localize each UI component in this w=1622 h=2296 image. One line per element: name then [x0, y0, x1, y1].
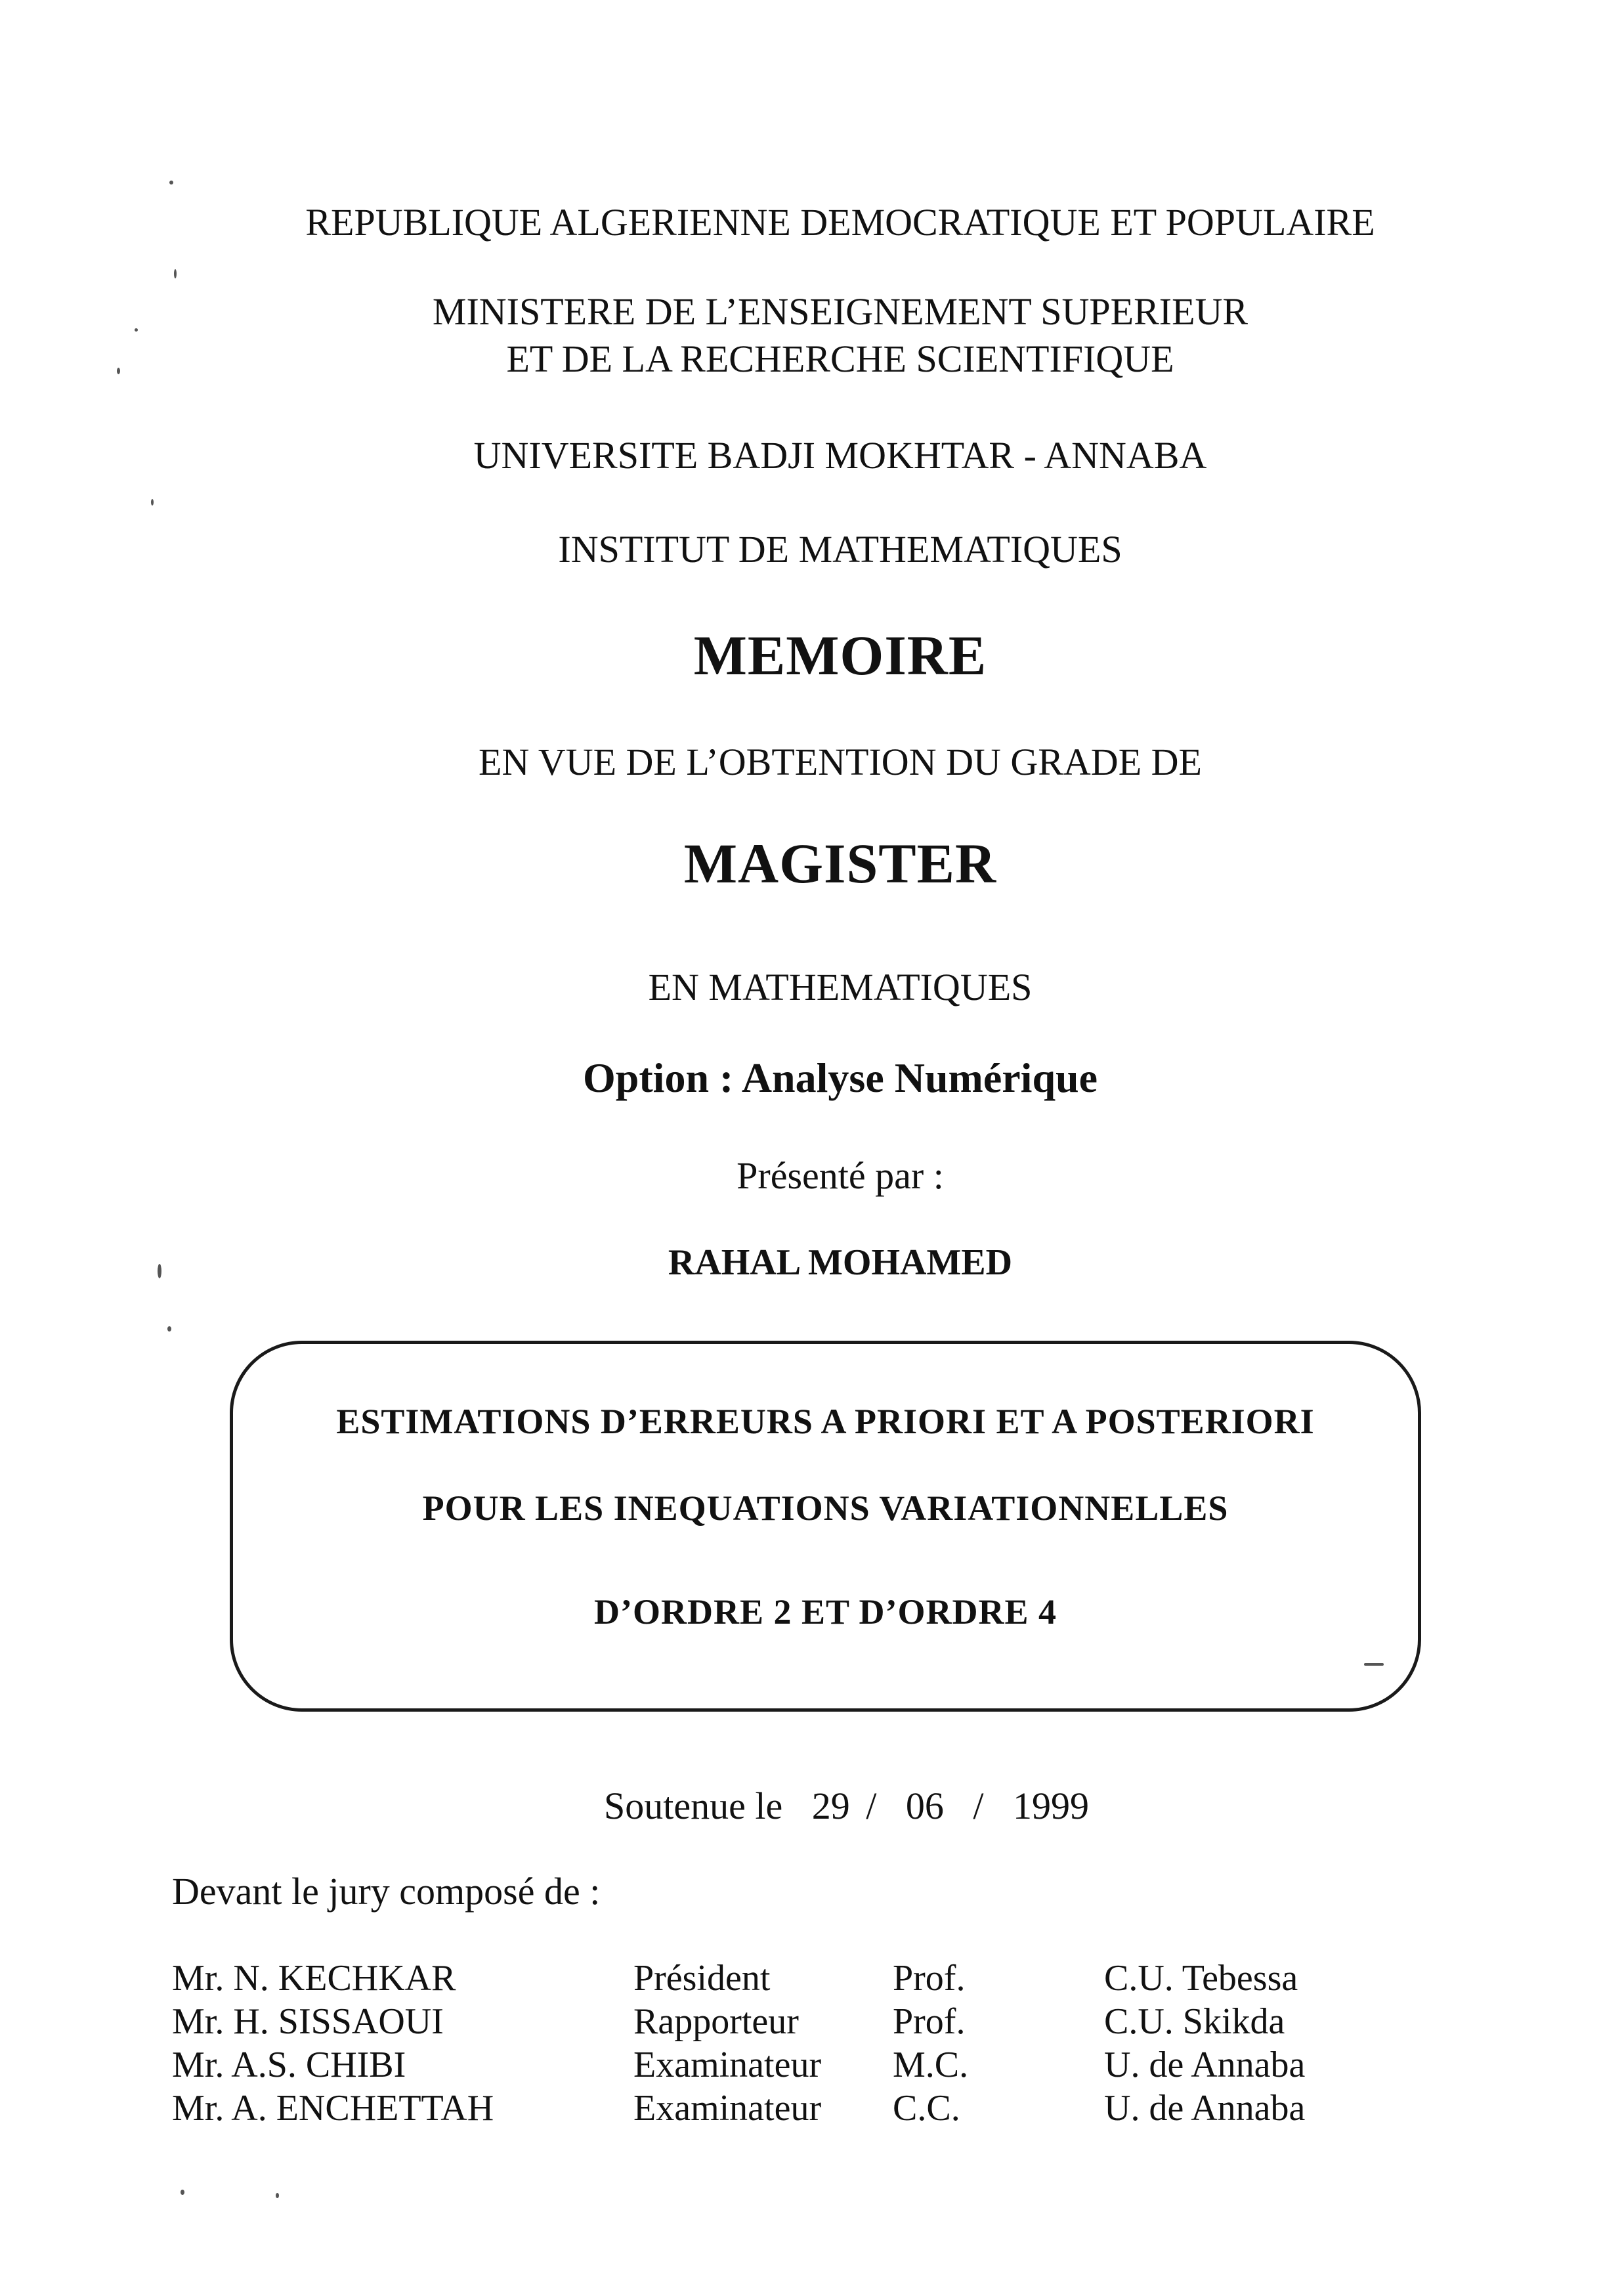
- date-separator: /: [866, 1785, 877, 1827]
- scan-speck: [158, 1264, 161, 1278]
- document-type: MEMOIRE: [693, 624, 987, 687]
- scan-speck: [135, 328, 138, 332]
- scan-speck: [181, 2190, 184, 2195]
- thesis-title-line-3: D’ORDRE 2 ET D’ORDRE 4: [593, 1592, 1057, 1632]
- jury-member-institution: U. de Annaba: [1104, 2088, 1306, 2129]
- ministry-line-1: MINISTERE DE L’ENSEIGNEMENT SUPERIEUR: [432, 290, 1249, 333]
- degree-purpose: EN VUE DE L’OBTENTION DU GRADE DE: [479, 741, 1202, 783]
- scan-speck: [151, 499, 154, 506]
- scan-speck: [174, 269, 177, 278]
- jury-member-name: Mr. H. SISSAOUI: [172, 2001, 444, 2042]
- jury-member-role: Rapporteur: [633, 2001, 799, 2042]
- thesis-title-line-1: ESTIMATIONS D’ERREURS A PRIORI ET A POSTERIORI: [336, 1402, 1315, 1441]
- jury-member-role: Examinateur: [633, 2045, 822, 2085]
- presented-by-label: Présenté par :: [736, 1154, 944, 1197]
- jury-row: [172, 2003, 1485, 2047]
- defense-date: [604, 1787, 1089, 1825]
- jury-member-name: Mr. A. ENCHETTAH: [172, 2088, 494, 2129]
- institute-name: INSTITUT DE MATHEMATIQUES: [558, 528, 1122, 571]
- scan-speck: [1364, 1663, 1384, 1666]
- jury-member-institution: C.U. Tebessa: [1104, 1958, 1298, 1999]
- jury-member-name: Mr. N. KECHKAR: [172, 1958, 456, 1999]
- scan-speck: [117, 368, 120, 374]
- jury-table: [172, 1960, 1485, 2133]
- jury-member-role: Président: [633, 1958, 771, 1999]
- jury-member-institution: C.U. Skikda: [1104, 2001, 1285, 2042]
- defense-day: 29: [811, 1785, 850, 1827]
- date-separator: /: [973, 1785, 984, 1827]
- jury-intro: Devant le jury composé de :: [172, 1870, 601, 1913]
- jury-member-grade: Prof.: [893, 2001, 966, 2042]
- jury-member-role: Examinateur: [633, 2088, 822, 2129]
- republic-heading: REPUBLIQUE ALGERIENNE DEMOCRATIQUE ET POPULAIRE: [305, 201, 1375, 244]
- scan-speck: [169, 181, 173, 184]
- jury-member-grade: Prof.: [893, 1958, 966, 1999]
- university-name: UNIVERSITE BADJI MOKHTAR - ANNABA: [473, 434, 1207, 477]
- jury-row: [172, 2047, 1485, 2090]
- jury-member-grade: C.C.: [893, 2088, 960, 2129]
- jury-member-institution: U. de Annaba: [1104, 2045, 1306, 2085]
- jury-row: [172, 2090, 1485, 2133]
- defense-month: 06: [905, 1785, 944, 1827]
- degree-field: EN MATHEMATIQUES: [648, 966, 1033, 1008]
- degree-option: Option : Analyse Numérique: [582, 1054, 1098, 1101]
- scan-speck: [276, 2193, 279, 2198]
- author-name: RAHAL MOHAMED: [668, 1242, 1013, 1283]
- jury-member-grade: M.C.: [893, 2045, 969, 2085]
- defense-year: 1999: [1012, 1785, 1089, 1827]
- thesis-title-line-2: POUR LES INEQUATIONS VARIATIONNELLES: [422, 1488, 1229, 1528]
- ministry-line-2: ET DE LA RECHERCHE SCIENTIFIQUE: [506, 337, 1174, 380]
- jury-member-name: Mr. A.S. CHIBI: [172, 2045, 406, 2085]
- degree-grade: MAGISTER: [683, 832, 997, 895]
- scan-speck: [167, 1326, 171, 1332]
- defense-label: Soutenue le: [604, 1785, 783, 1827]
- jury-row: [172, 1960, 1485, 2003]
